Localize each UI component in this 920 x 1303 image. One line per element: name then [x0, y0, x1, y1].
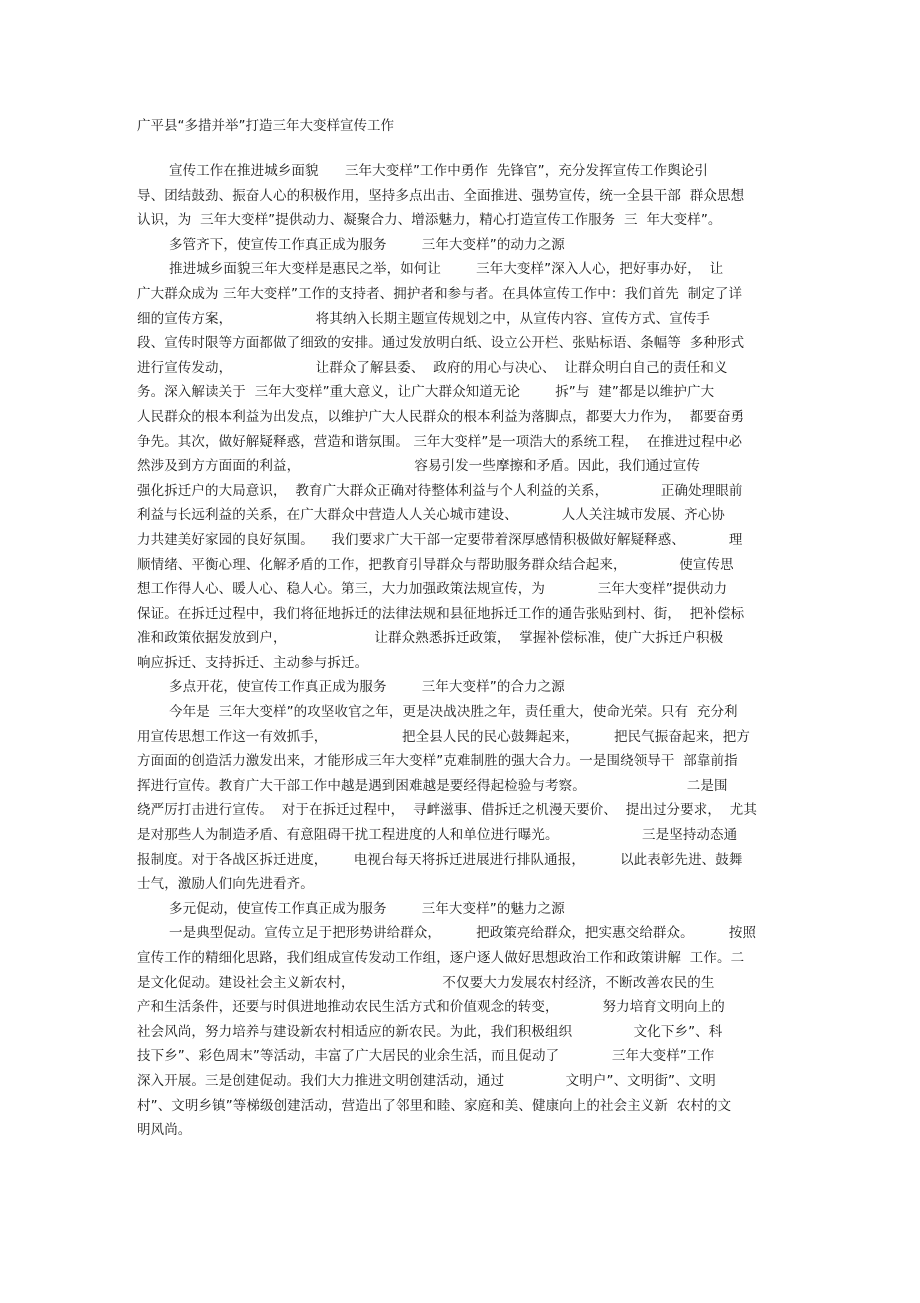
paragraph-line: 今年是 三年大变样”的攻坚收官之年，更是决战决胜之年，责任重大，使命光荣。只有 充分利	[169, 704, 738, 721]
paragraph-line: 广大群众成为 三年大变样”工作的支持者、拥护者和参与者。在具体宣传工作中：我们首先 制定了详	[137, 285, 743, 302]
paragraph-line: 社会风尚，努力培养与建设新农村相适应的新农民。为此，我们积极组织 文化下乡”、科	[137, 1023, 723, 1040]
paragraph-line: 然涉及到方方面面的利益， 容易引发一些摩擦和矛盾。因此，我们通过宣传	[137, 458, 700, 475]
paragraph-line: 务。深入解读关于 三年大变样”重大意义，让广大群众知道无论 拆”与 建”都是以维护广大	[137, 384, 715, 401]
paragraph-line: 是对那些人为制造矛盾、有意阻碍干扰工程进度的人和单位进行曝光。 三是坚持动态通	[137, 827, 738, 844]
paragraph-line: 绕严厉打击进行宣传。 对于在拆迁过程中， 寻衅滋事、借拆迁之机漫天要价、 提出过分要求， 尤其	[137, 802, 757, 819]
paragraph-line: 响应拆迁、支持拆迁、主动参与拆迁。	[137, 654, 369, 671]
paragraph-line: 强化拆迁户的大局意识， 教育广大群众正确对待整体利益与个人利益的关系， 正确处理眼前	[137, 482, 743, 499]
paragraph-line: 多点开花，使宣传工作真正成为服务 三年大变样”的合力之源	[169, 679, 565, 696]
paragraph-line: 报制度。对于各战区拆迁进度， 电视台每天将拆迁进展进行排队通报， 以此表彰先进、鼓舞	[137, 851, 743, 868]
paragraph-line: 力共建美好家园的良好氛围。 我们要求广大干部一定要带着深厚感情积极做好解疑释惑、 理	[137, 531, 743, 548]
paragraph-line: 明风尚。	[137, 1122, 192, 1139]
paragraph-line: 宣传工作在推进城乡面貌 三年大变样”工作中勇作 先锋官”，充分发挥宣传工作舆论引	[169, 163, 708, 179]
paragraph-line: 想工作得人心、暖人心、稳人心。第三，大力加强政策法规宣传，为 三年大变样”提供动力	[137, 581, 728, 598]
paragraph-line: 产和生活条件，还要与时俱进地推动农民生活方式和价值观念的转变， 努力培育文明向上的	[137, 999, 725, 1016]
paragraph-line: 技下乡”、彩色周末”等活动，丰富了广大居民的业余生活，而且促动了 三年大变样”工作	[137, 1048, 715, 1065]
document-body	[137, 159, 787, 1143]
paragraph-line: 村”、文明乡镇”等梯级创建活动，营造出了邻里和睦、家庭和美、健康向上的社会主义新 农村的文	[137, 1097, 732, 1114]
paragraph-line: 用宣传思想工作这一有效抓手， 把全县人民的民心鼓舞起来， 把民气振奋起来，把方	[137, 728, 750, 745]
paragraph-line: 顺情绪、平衡心理、化解矛盾的工作，把教育引导群众与帮助服务群众结合起来， 使宣传思	[137, 556, 734, 573]
paragraph-line: 多管齐下，使宣传工作真正成为服务 三年大变样”的动力之源	[169, 236, 565, 253]
paragraph-line: 方面面的创造活力激发出来，才能形成三年大变样”克难制胜的强大合力。一是围绕领导干 部靠前指	[137, 753, 738, 770]
paragraph-line: 进行宣传发动， 让群众了解县委、 政府的用心与决心、 让群众明白自己的责任和义	[137, 359, 728, 376]
paragraph-line: 是文化促动。建设社会主义新农村， 不仅要大力发展农村经济，不断改善农民的生	[137, 974, 715, 991]
paragraph-line: 人民群众的根本利益为出发点，以维护广大人民群众的根本利益为落脚点，都要大力作为， 都要奋勇	[137, 408, 745, 425]
paragraph-line: 导、团结鼓劲、振奋人心的积极作用，坚持多点出击、全面推进、强势宣传，统一全县干部 群众思想	[137, 187, 745, 204]
paragraph-line: 段、宣传时限等方面都做了细致的安排。通过发放明白纸、设立公开栏、张贴标语、条幅等 多种形式	[137, 335, 745, 352]
paragraph-line: 深入开展。三是创建促动。我们大力推进文明创建活动，通过 文明户”、文明街”、文明	[137, 1072, 716, 1089]
paragraph-line: 准和政策依据发放到户， 让群众熟悉拆迁政策， 掌握补偿标准，使广大拆迁户积极	[137, 630, 724, 647]
paragraph-line: 多元促动，使宣传工作真正成为服务 三年大变样”的魅力之源	[169, 900, 565, 917]
paragraph-line: 推进城乡面貌三年大变样是惠民之举，如何让 三年大变样”深入人心，把好事办好， 让	[169, 261, 724, 278]
paragraph-line: 一是典型促动。宣传立足于把形势讲给群众， 把政策亮给群众，把实惠交给群众。 按照	[169, 925, 757, 942]
paragraph-line: 保证。在拆迁过程中，我们将征地拆迁的法律法规和县征地拆迁工作的通告张贴到村、街， 把补偿标	[137, 605, 745, 622]
paragraph-line: 宣传工作的精细化思路，我们组成宣传发动工作组，逐户逐人做好思想政治工作和政策讲解 工作。二	[137, 950, 745, 966]
paragraph-line: 认识，为 三年大变样”提供动力、凝聚合力、增添魅力，精心打造宣传工作服务 三 年大变样”。	[137, 212, 722, 229]
paragraph-line: 挥进行宣传。教育广大干部工作中越是遇到困难越是要经得起检验与考察。 二是围	[137, 777, 728, 794]
paragraph-line: 细的宣传方案， 将其纳入长期主题宣传规划之中，从宣传内容、宣传方式、宣传手	[137, 310, 711, 327]
paragraph-line: 利益与长远利益的关系，在广大群众中营造人人关心城市建设、 人人关注城市发展、齐心协	[137, 507, 725, 524]
paragraph-line: 争先。其次，做好解疑释惑，营造和谐氛围。 三年大变样”是一项浩大的系统工程， 在推进过程中必	[137, 433, 743, 450]
paragraph-line: 士气，激励人们向先进看齐。	[137, 876, 314, 893]
document-title: 广平县“多措并举”打造三年大变样宣传工作	[137, 118, 394, 134]
